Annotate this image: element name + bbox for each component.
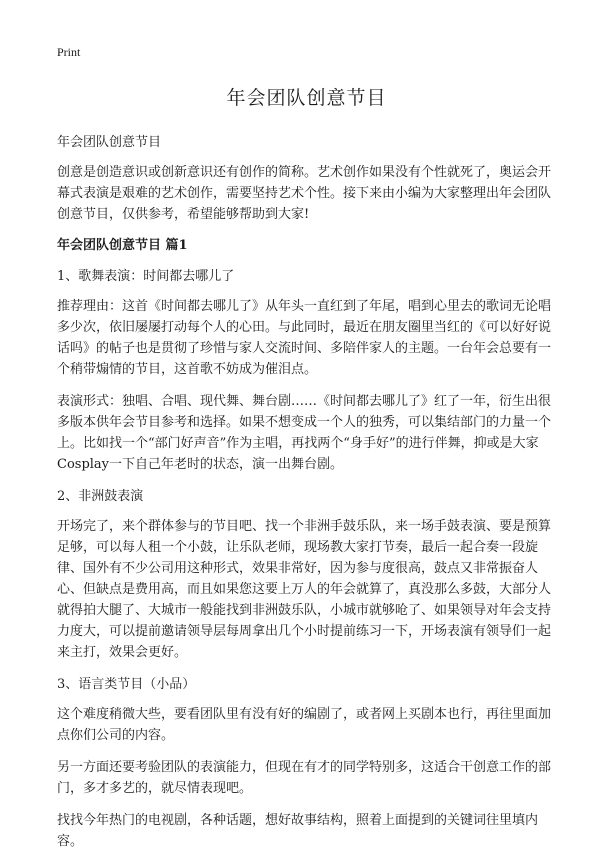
document-subtitle: 年会团队创意节目 bbox=[57, 135, 162, 150]
body-paragraph: 找找今年热门的电视剧，各种话题，想好故事结构，照着上面提到的关键词往里填内容。 bbox=[57, 813, 539, 849]
item-heading: 1、歌舞表演：时间都去哪儿了 bbox=[57, 269, 235, 284]
item-heading: 2、非洲鼓表演 bbox=[57, 489, 144, 504]
body-paragraph: 表演形式：独唱、合唱、现代舞、舞台剧……《时间都去哪儿了》红了一年，衍生出很多版本供年会节目参考和选择。如果不想变成一个人的独秀，可以集结部门的力量一个上。比如找一个“部门好声音”作为主唱，再找两个“身手好”的进行伴舞，抑或是大家Cosplay一下自己年老时的状态，演一出舞台剧。 bbox=[57, 394, 552, 472]
item-heading: 3、语言类节目（小品） bbox=[57, 677, 196, 692]
print-label[interactable]: Print bbox=[57, 45, 81, 59]
body-paragraph: 开场完了，来个群体参与的节目吧、找一个非洲手鼓乐队，来一场手鼓表演、要是预算足够，可以每人租一个小鼓，让乐队老师，现场教大家打节奏，最后一起合奏一段旋律、国外有不少公司用这种形式，效果非常好，因为参与度很高，鼓点又非常振奋人心、但缺点是费用高，而且如果您这要上万人的年会就算了，真没那么多鼓，大部分人就得拍大腿了、大城市一般能找到非洲鼓乐队，小城市就够呛了、如果领导对年会支持力度大，可以提前邀请领导层每周拿出几个小时提前练习一下，开场表演有领导们一起来主打，效果会更好。 bbox=[57, 519, 552, 660]
body-paragraph: 这个难度稍微大些，要看团队里有没有好的编剧了，或者网上买剧本也行，再往里面加点你们公司的内容。 bbox=[57, 707, 552, 743]
section-heading: 年会团队创意节目 篇1 bbox=[57, 238, 188, 253]
intro-paragraph: 创意是创造意识或创新意识还有创作的简称。艺术创作如果没有个性就死了，奥运会开幕式表演是艰难的艺术创作，需要坚持艺术个性。接下来由小编为大家整理出年会团队创意节目，仅供参考，希望能够帮助到大家! bbox=[57, 165, 552, 222]
document-title: 年会团队创意节目 bbox=[226, 87, 387, 109]
body-paragraph: 推荐理由：这首《时间都去哪儿了》从年头一直红到了年尾，唱到心里去的歌词无论唱多少次，依旧屡屡打动每个人的心田。与此同时，最近在朋友圈里当红的《可以好好说话吗》的帖子也是贯彻了珍惜与家人交流时间、多陪伴家人的主题。一台年会总要有一个稍带煽情的节目，这首歌不妨成为催泪点。 bbox=[57, 299, 552, 377]
body-paragraph: 另一方面还要考验团队的表演能力，但现在有才的同学特别多，这适合干创意工作的部门，多才多艺的，就尽情表现吧。 bbox=[57, 760, 552, 796]
